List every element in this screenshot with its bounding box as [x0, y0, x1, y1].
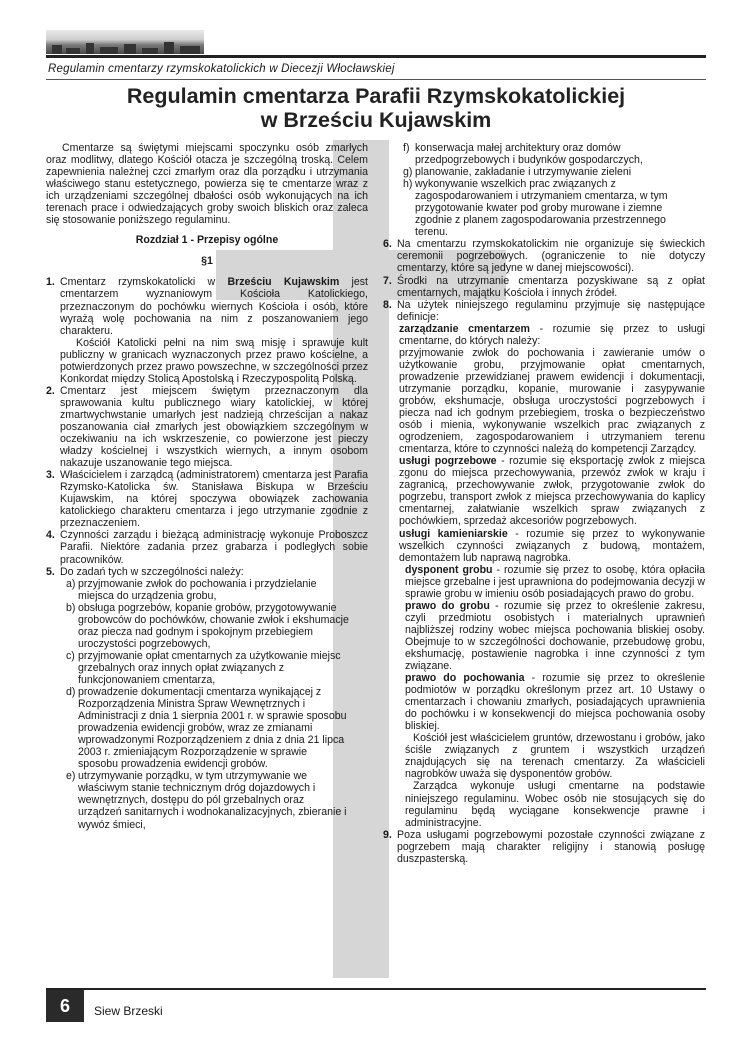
article-text: Na użytek niniejszego regulaminu przyjmuje się następujące definicje: [397, 298, 705, 323]
list-text: wykonywanie wszelkich prac związanych z zagospodarowaniem i utrzymaniem cmentarza, w tym przygotowanie kwater pod groby murowane i ziemne zgodnie z planem zagospodarowania przestrzennego terenu. [415, 178, 668, 239]
left-column [46, 142, 368, 831]
list-item-d [46, 686, 368, 770]
list-item-c [46, 650, 368, 686]
header-rule [46, 79, 706, 80]
list-text: utrzymywanie porządku, w tym utrzymywanie we właściwym stanie technicznym dróg dojazdowych i wewnętrznych, dostępu do pól grzebalnych oraz urządzeń sanitarnych i wodnokanalizacyjnych, zbieranie i wywóz śmieci, [78, 770, 347, 831]
article-text: Do zadań tych w szczególności należy: [60, 565, 244, 578]
list-item-a [46, 578, 368, 602]
article-text: Czynności zarządu i bieżącą administrację wykonuje Proboszcz Parafii. Niektóre zadania przez grabarza i podległych sobie pracowników. [60, 529, 368, 566]
publication-name: Siew Brzeski [94, 1004, 163, 1018]
article-text: jest cmentarzem wyznaniowym Kościoła Katolickiego, przeznaczonym do pochówku wiernych Kościoła i osób, które wyrażą wolę pochowania na nim z poszanowaniem jego charakteru. [60, 276, 368, 337]
header-photo [46, 30, 204, 54]
intro-paragraph: Cmentarze są świętymi miejscami spoczynku osób zmarłych oraz modlitwy, dlatego Kościół otacza je szczególną troską. Celem zapewnienia należnej czci zmarłym oraz dla porządku i utrzymania właściwego stanu estetycznego, powierza się te cmentarze wraz z ich urządzeniami szczególnej dbałości osób wykonujących na ich terenach prace i odwiedzających groby swoich bliskich oraz zaleca się stosowanie poniższego regulaminu. [46, 142, 368, 227]
title-line-1: Regulamin cmentarza Parafii Rzymskokatolickiej [126, 84, 626, 108]
article-6 [383, 238, 705, 274]
list-letter: c) [66, 649, 75, 662]
list-letter: a) [66, 577, 76, 590]
list-item-b [46, 602, 368, 650]
list-letter: e) [66, 770, 76, 783]
list-text: przyjmowanie zwłok do pochowania i przydzielanie miejsca do urządzenia grobu, [78, 577, 317, 602]
article-text: Właścicielem i zarządcą (administratorem) cmentarza jest Parafia Rzymsko-Katolicka św. Stanisława Biskupa w Brześciu Kujawskim, na której spoczywa obowiązek zachowania katolickiego charakteru cmentarza i jego utrzymanie zgodnie z przeznaczeniem. [60, 469, 368, 530]
definition-term: dysponent grobu [405, 563, 493, 576]
article-3 [46, 469, 368, 529]
article-continuation: Kościół Katolicki pełni na nim swą misję i sprawuje kult publiczny w granicach wyznaczonych przez prawo kościelne, a potwierdzonych przez prawo powszechne, w szczególności przez Konkordat między Stolicą Apostolską i Rzeczypospolitą Polską. [60, 336, 368, 385]
article-number: 4. [46, 529, 55, 542]
page-number: 6 [46, 990, 84, 1022]
title-line-2: w Brześciu Kujawskim [260, 108, 492, 132]
definition-text: - rozumie się przez to wykonywanie wszelkich czynności związanych z budową, montażem, demontażem lub naprawą nagrobka. [399, 527, 705, 564]
definition-grave-right [383, 600, 705, 672]
article-9 [383, 829, 705, 865]
article-2 [46, 385, 368, 469]
definition-text: - rozumie się przez to określenie podmiotów w porządku określonym przez art. 10 Ustawy o cmentarzach i chowaniu zmarłych, posiadających uprawnienia do pochówku i w konsekwencji do miejsca pochowania osoby bliskiej. [405, 672, 705, 733]
definition-text: - rozumie się przez to określenie zakresu, czyli przedmiotu osobistych i materialnych uprawnień najbliższej rodziny wobec miejsca pochowania bliskiej osoby. Obejmuje to w szczególności dochowanie, przebudowę grobu, ekshumację, postawienie nagrobka i inne czynności z tym związane. [405, 599, 705, 673]
footer-rule [46, 988, 706, 990]
definition-term: prawo do grobu [405, 599, 490, 612]
article-text: Poza usługami pogrzebowymi pozostałe czynności związane z pogrzebem mają charakter religijny i stanowią posługę duszpasterską. [397, 828, 705, 865]
list-text: prowadzenie dokumentacji cmentarza wynikającej z Rozporządzenia Ministra Spraw Wewnętrznych i Administracji z dnia 1 sierpnia 2001 r. w sprawie sposobu prowadzenia ewidencji grobów, wraz ze zmianami wprowadzonymi Rozporządzeniem z dnia z dnia 21 lipca 2003 r. zmieniającym Rozporządzenie w sprawie sposobu prowadzenia ewidencji grobów. [78, 686, 347, 771]
list-letter: g) [403, 166, 413, 179]
article-text: Cmentarz rzymskokatolicki w [60, 276, 228, 289]
list-letter: h) [403, 178, 413, 191]
definition-cemetery-management [383, 323, 705, 456]
list-text: konserwacja małej architektury oraz domów przedpogrzebowych i budynków gospodarczych, [415, 142, 643, 167]
definition-term: zarządzanie cmentarzem [399, 322, 530, 335]
article-number: 1. [46, 276, 55, 289]
definition-burial-right [383, 672, 705, 829]
header-top-rule [46, 55, 706, 58]
definition-text: - rozumie się przez to osobę, która opłaciła miejsce grzebalne i jest uprawniona do podejmowania decyzji w sprawie grobu w imieniu osób posiadających prawo do grobu. [405, 563, 705, 600]
list-letter: b) [66, 601, 76, 614]
list-item-e [46, 770, 368, 830]
list-item-h [383, 178, 705, 238]
definition-grave-holder [383, 564, 705, 600]
article-7 [383, 275, 705, 299]
definition-stonemason-services [383, 528, 705, 564]
article-number: 7. [383, 274, 392, 287]
list-text: planowanie, zakładanie i utrzymywanie zieleni [415, 166, 632, 179]
article-number: 6. [383, 238, 392, 251]
chapter-heading: Rozdział 1 - Przepisy ogólne [135, 234, 279, 247]
definition-detail: Zarządca wykonuje usługi cmentarne na podstawie niniejszego regulaminu. Wobec osób nie stosujących się do regulaminu będą wyciągane konsekwencje prawne i administracyjne. [405, 780, 705, 829]
list-item-f [383, 142, 705, 166]
article-number: 3. [46, 469, 55, 482]
article-text: Na cmentarzu rzymskokatolickim nie organizuje się świeckich ceremonii pogrzebowych. (ograniczenie to nie dotyczy cmentarzy, które są jedyne w danej miejscowości). [397, 238, 705, 275]
definition-text: - rozumie się przez to usługi cmentarne, do których należy: [399, 322, 706, 347]
definition-term: usługi pogrzebowe [399, 455, 497, 468]
definition-funeral-services [383, 455, 705, 527]
list-text: przyjmowanie opłat cmentarnych za użytkowanie miejsc grzebalnych oraz innych opłat związanych z funkcjonowaniem cmentarza, [78, 649, 341, 686]
article-text: Cmentarz jest miejscem świętym przeznaczonym dla sprawowania kultu publicznego wiary katolickiej, w której zmartwychwstanie umarłych jest nadzieją chrześcijan a nakaz poszanowania ciał zmarłych jest obowiązkiem szczególnym w oczekiwaniu na ich wskrzeszenie, co powierzone jest pieczy władzy kościelnej i wszystkich wiernych, a innym osobom nakazuje uszanowanie tego miejsca. [60, 384, 368, 470]
article-1 [46, 276, 368, 384]
article-number: 2. [46, 384, 55, 397]
article-number: 5. [46, 565, 55, 578]
definition-detail: przyjmowanie zwłok do pochowania i zawieranie umów o użytkowanie grobu, przyjmowanie opłat cmentarnych, prowadzenie przewidzianej prawem ewidencji i dokumentacji, utrzymanie porządku, kopanie, murowanie i zasypywanie grobów, ekshumacje, obsługa uroczystości pogrzebowych i piecza nad ich godnym przebiegiem, troska o bezpieczeństwo osób i mienia, wykonywanie wszelkich prac związanych z ogrodzeniem, zagospodarowaniem i utrzymaniem terenu cmentarza, które to czynności należą do kompetencji Zarządcy. [399, 346, 705, 456]
article-number: 8. [383, 298, 392, 311]
definition-term: prawo do pochowania [405, 672, 525, 685]
article-4 [46, 529, 368, 565]
article-number: 9. [383, 828, 392, 841]
definition-detail: Kościół jest właścicielem gruntów, drzewostanu i grobów, jako ściśle związanych z gruntem i wszystkich urządzeń znajdujących się na terenach cmentarzy. Za właścicieli nagrobków uważa się dysponentów grobów. [405, 732, 705, 781]
page-title [46, 84, 706, 132]
article-5 [46, 566, 368, 578]
definition-term: usługi kamieniarskie [399, 527, 508, 540]
section-heading: §1 [201, 255, 213, 268]
definition-text: - rozumie się eksportację zwłok z miejsca zgonu do miejsca przechowywania, przewóz zwłok w kraju i zagranicą, przechowywanie zwłok, przygotowanie zwłok do pogrzebu, transport zwłok z miejsca przechowywania do kaplicy cmentarnej, załatwianie wszelkich spraw związanych z pochówkiem, sprzedaż akcesoriów pogrzebowych. [399, 455, 705, 528]
right-column [383, 142, 705, 865]
article-text: Środki na utrzymanie cmentarza pozyskiwane są z opłat cmentarnych, majątku Kościoła i innych źródeł. [397, 274, 705, 299]
list-letter: d) [66, 686, 76, 699]
running-title: Regulamin cmentarzy rzymskokatolickich w Diecezji Włocławskiej [48, 63, 395, 75]
list-item-g [383, 166, 705, 178]
article-bold-text: Brześciu Kujawskim [227, 276, 340, 289]
article-8 [383, 299, 705, 323]
list-text: obsługa pogrzebów, kopanie grobów, przygotowywanie grobowców do pochówków, chowanie zwłok i ekshumacje oraz piecza nad godnym i spokojnym przebiegiem uroczystości pogrzebowych, [78, 601, 349, 650]
list-letter: f) [403, 142, 410, 154]
